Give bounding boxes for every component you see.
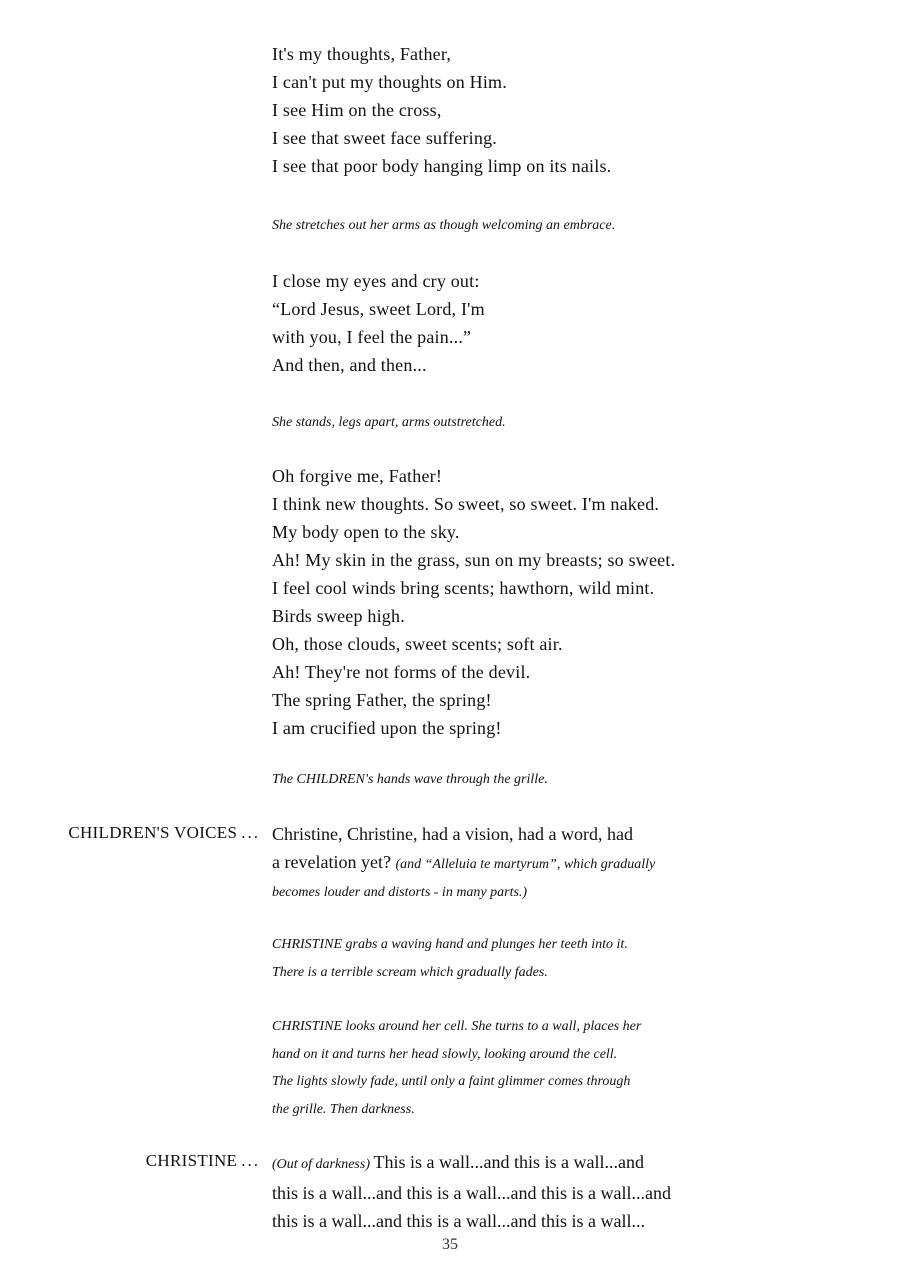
verse-line: My body open to the sky. (272, 522, 460, 542)
christine-speech (272, 1148, 832, 1235)
verse-block-2 (272, 267, 832, 379)
verse-line: Ah! My skin in the grass, sun on my breasts; so sweet. (272, 550, 676, 570)
verse-line: The spring Father, the spring! (272, 690, 492, 710)
sd-line: hand on it and turns her head slowly, looking around the cell. (272, 1046, 618, 1062)
verse-line: Ah! They're not forms of the devil. (272, 662, 531, 682)
verse-line: with you, I feel the pain...” (272, 327, 472, 347)
verse-block-1 (272, 40, 832, 180)
page-number: 35 (442, 1236, 458, 1253)
stage-direction-5 (272, 1013, 832, 1123)
speech-line: this is a wall...and this is a wall...and this is a wall...and (272, 1183, 671, 1203)
verse-line: I can't put my thoughts on Him. (272, 72, 507, 92)
speech-line: this is a wall...and this is a wall...and this is a wall... (272, 1211, 645, 1231)
sd-line: the grille. Then darkness. (272, 1101, 415, 1117)
speaker-dots: ... (241, 823, 260, 842)
verse-line: I think new thoughts. So sweet, so sweet. I'm naked. (272, 494, 660, 514)
verse-line: I see Him on the cross, (272, 100, 442, 120)
speech-roman: This is a wall...and this is a wall...and (373, 1152, 644, 1172)
verse-line: I feel cool winds bring scents; hawthorn, wild mint. (272, 578, 655, 598)
speech-line (272, 1148, 832, 1179)
verse-line: It's my thoughts, Father, (272, 44, 452, 64)
stage-direction-2: She stands, legs apart, arms outstretched. (272, 415, 506, 430)
sd-line: The lights slowly fade, until only a faint glimmer comes through (272, 1074, 631, 1089)
verse-block-3 (272, 462, 832, 742)
stage-direction-1: She stretches out her arms as though welcoming an embrace. (272, 218, 616, 233)
verse-line: And then, and then... (272, 355, 427, 375)
children-speech (272, 820, 832, 907)
speech-italic: (and “Alleluia te martyrum”, which gradually (395, 857, 656, 872)
stage-direction-4 (272, 931, 832, 986)
speech-line: becomes louder and distorts - in many parts.) (272, 885, 528, 900)
stage-direction-3: The CHILDREN's hands wave through the grille. (272, 772, 548, 787)
speech-line (272, 848, 832, 879)
speech-line: Christine, Christine, had a vision, had a word, had (272, 824, 633, 844)
verse-line: I see that poor body hanging limp on its nails. (272, 156, 612, 176)
verse-line: I close my eyes and cry out: (272, 271, 480, 291)
speech-roman: a revelation yet? (272, 852, 396, 872)
speaker-dots: ... (241, 1151, 260, 1170)
speech-italic: (Out of darkness) (272, 1157, 374, 1172)
sd-line: There is a terrible scream which gradually fades. (272, 964, 548, 980)
verse-line: Oh, those clouds, sweet scents; soft air. (272, 634, 563, 654)
verse-line: I am crucified upon the spring! (272, 718, 502, 738)
verse-line: “Lord Jesus, sweet Lord, I'm (272, 299, 485, 319)
verse-line: I see that sweet face suffering. (272, 128, 497, 148)
verse-line: Birds sweep high. (272, 606, 405, 626)
speaker-christine (146, 1151, 260, 1171)
sd-line: CHRISTINE looks around her cell. She turns to a wall, places her (272, 1019, 642, 1034)
sd-line: CHRISTINE grabs a waving hand and plunges her teeth into it. (272, 937, 628, 952)
verse-line: Oh forgive me, Father! (272, 466, 443, 486)
speaker-name: CHILDREN'S VOICES (68, 823, 238, 842)
speaker-name: CHRISTINE (145, 1151, 238, 1170)
speaker-children (68, 823, 260, 843)
